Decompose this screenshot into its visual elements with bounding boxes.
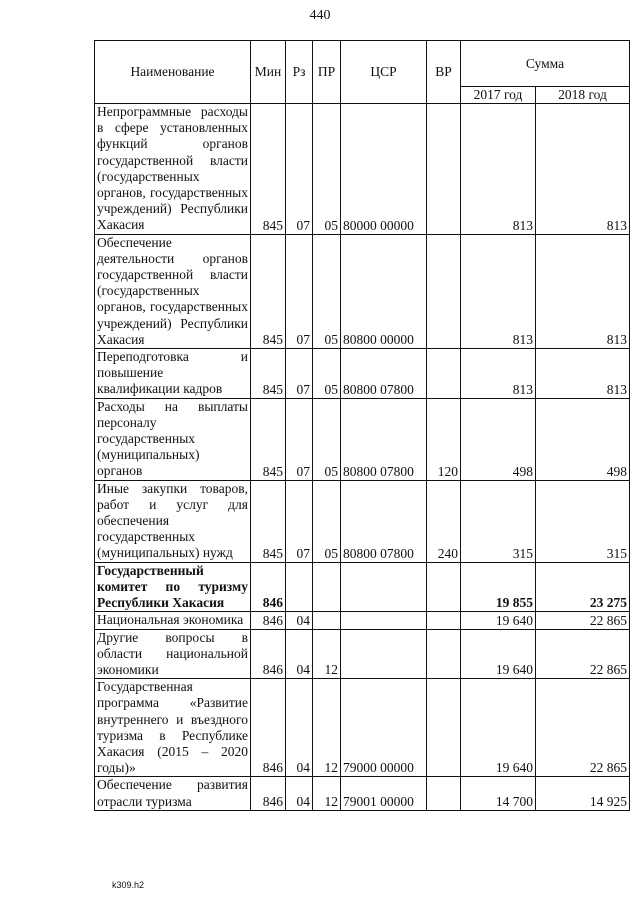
cell-min: 846 — [251, 629, 286, 679]
cell-pr: 05 — [313, 349, 341, 399]
table-row — [95, 104, 630, 235]
cell-vr — [427, 349, 461, 399]
cell-name: Переподготовка и повышение квалификации кадров — [95, 349, 251, 399]
header-vr: ВР — [427, 41, 461, 104]
cell-vr — [427, 629, 461, 679]
cell-pr: 05 — [313, 234, 341, 348]
cell-vr — [427, 234, 461, 348]
cell-sum-2018: 22 865 — [536, 612, 630, 629]
cell-sum-2017: 19 855 — [461, 562, 536, 612]
cell-rz: 07 — [286, 480, 313, 562]
cell-sum-2018: 22 865 — [536, 629, 630, 679]
cell-vr — [427, 104, 461, 235]
cell-vr — [427, 679, 461, 777]
table-row — [95, 679, 630, 777]
cell-sum-2017: 19 640 — [461, 679, 536, 777]
cell-sum-2017: 19 640 — [461, 612, 536, 629]
header-csr: ЦСР — [341, 41, 427, 104]
cell-sum-2017: 19 640 — [461, 629, 536, 679]
cell-sum-2017: 315 — [461, 480, 536, 562]
cell-csr — [341, 612, 427, 629]
cell-sum-2017: 14 700 — [461, 777, 536, 810]
cell-min: 846 — [251, 777, 286, 810]
cell-pr: 12 — [313, 679, 341, 777]
cell-rz: 07 — [286, 349, 313, 399]
header-pr: ПР — [313, 41, 341, 104]
cell-pr — [313, 562, 341, 612]
cell-sum-2018: 22 865 — [536, 679, 630, 777]
budget-table — [94, 40, 630, 811]
cell-vr — [427, 777, 461, 810]
cell-min: 845 — [251, 398, 286, 480]
header-2018: 2018 год — [536, 87, 630, 104]
cell-min: 846 — [251, 679, 286, 777]
cell-name: Государственный комитет по туризму Республики Хакасия — [95, 562, 251, 612]
table-row — [95, 562, 630, 612]
cell-sum-2018: 498 — [536, 398, 630, 480]
cell-csr: 79001 00000 — [341, 777, 427, 810]
cell-pr: 05 — [313, 398, 341, 480]
cell-sum-2018: 14 925 — [536, 777, 630, 810]
cell-name: Расходы на выплаты персоналу государственных (муниципальных) органов — [95, 398, 251, 480]
cell-sum-2018: 315 — [536, 480, 630, 562]
footer-code: k309.h2 — [112, 880, 145, 890]
cell-sum-2017: 813 — [461, 104, 536, 235]
cell-sum-2018: 813 — [536, 234, 630, 348]
cell-rz: 04 — [286, 612, 313, 629]
cell-csr — [341, 629, 427, 679]
cell-name: Обеспечение деятельности органов государственной власти (государственных органов, государственных учреждений) Республики Хакасия — [95, 234, 251, 348]
cell-rz: 07 — [286, 234, 313, 348]
cell-rz: 04 — [286, 629, 313, 679]
cell-rz: 07 — [286, 398, 313, 480]
cell-name: Непрограммные расходы в сфере установленных функций органов государственной власти (государственных органов, государственных учреждений) Республики Хакасия — [95, 104, 251, 235]
cell-pr: 05 — [313, 480, 341, 562]
cell-csr: 80800 00000 — [341, 234, 427, 348]
cell-min: 845 — [251, 480, 286, 562]
cell-vr — [427, 612, 461, 629]
cell-csr: 80800 07800 — [341, 349, 427, 399]
cell-pr: 05 — [313, 104, 341, 235]
cell-min: 845 — [251, 349, 286, 399]
table-row — [95, 629, 630, 679]
cell-min: 845 — [251, 234, 286, 348]
cell-csr: 80800 07800 — [341, 480, 427, 562]
cell-name: Обеспечение развития отрасли туризма — [95, 777, 251, 810]
cell-sum-2017: 498 — [461, 398, 536, 480]
header-rz: Рз — [286, 41, 313, 104]
cell-vr — [427, 562, 461, 612]
cell-sum-2017: 813 — [461, 349, 536, 399]
header-sum: Сумма — [461, 41, 630, 87]
cell-rz: 04 — [286, 679, 313, 777]
cell-name: Государственная программа «Развитие внутреннего и въездного туризма в Республике Хакасия (2015 – 2020 годы)» — [95, 679, 251, 777]
cell-pr — [313, 612, 341, 629]
cell-rz: 07 — [286, 104, 313, 235]
cell-sum-2018: 813 — [536, 349, 630, 399]
cell-name: Другие вопросы в области национальной экономики — [95, 629, 251, 679]
table-row — [95, 234, 630, 348]
cell-sum-2018: 23 275 — [536, 562, 630, 612]
table-row — [95, 612, 630, 629]
cell-name: Национальная экономика — [95, 612, 251, 629]
cell-min: 845 — [251, 104, 286, 235]
cell-csr: 80800 07800 — [341, 398, 427, 480]
cell-rz — [286, 562, 313, 612]
cell-vr: 120 — [427, 398, 461, 480]
cell-name: Иные закупки товаров, работ и услуг для обеспечения государственных (муниципальных) нужд — [95, 480, 251, 562]
cell-sum-2018: 813 — [536, 104, 630, 235]
cell-min: 846 — [251, 612, 286, 629]
header-min: Мин — [251, 41, 286, 104]
cell-csr: 79000 00000 — [341, 679, 427, 777]
page-number: 440 — [309, 8, 331, 23]
table-row — [95, 398, 630, 480]
cell-vr: 240 — [427, 480, 461, 562]
table-row — [95, 349, 630, 399]
table-row — [95, 777, 630, 810]
cell-min: 846 — [251, 562, 286, 612]
table-row — [95, 480, 630, 562]
cell-pr: 12 — [313, 777, 341, 810]
cell-pr: 12 — [313, 629, 341, 679]
cell-csr: 80000 00000 — [341, 104, 427, 235]
cell-rz: 04 — [286, 777, 313, 810]
header-name: Наименование — [95, 41, 251, 104]
cell-csr — [341, 562, 427, 612]
cell-sum-2017: 813 — [461, 234, 536, 348]
header-2017: 2017 год — [461, 87, 536, 104]
